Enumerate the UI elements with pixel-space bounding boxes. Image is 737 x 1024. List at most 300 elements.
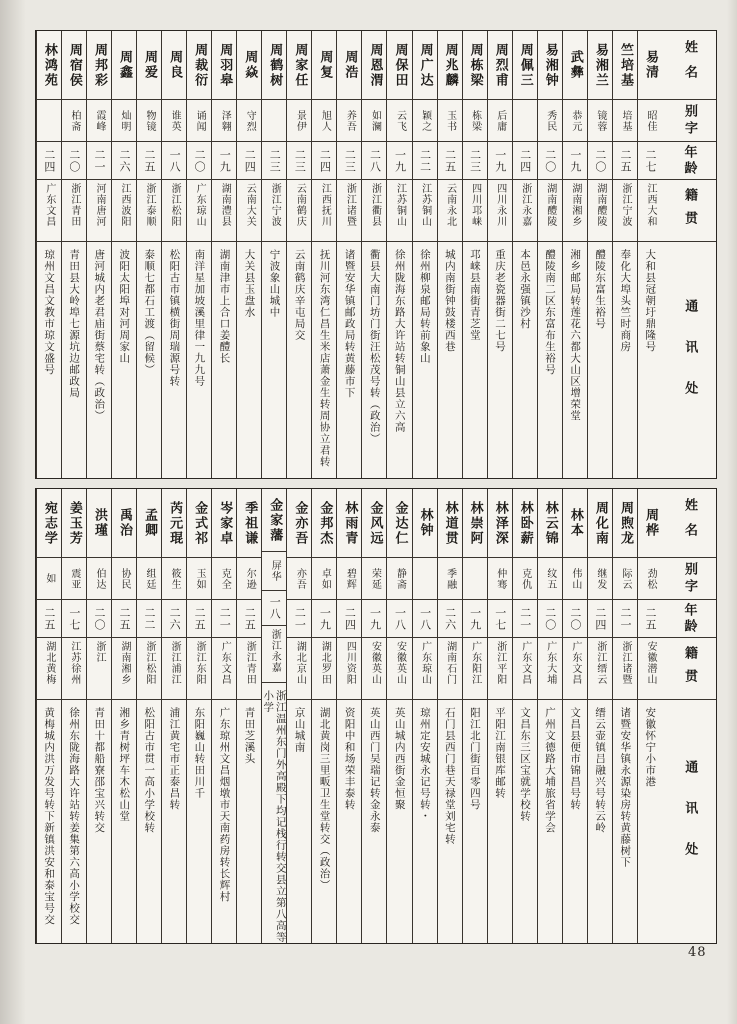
native-place-cell: 江西大和	[638, 179, 662, 241]
native-place-cell: 浙江宁波	[613, 179, 637, 241]
name-cell: 金风远	[362, 489, 386, 557]
native-place-cell: 湖北京山	[287, 637, 311, 699]
age-cell: 二三	[463, 141, 487, 179]
name-cell: 周鹤树	[262, 31, 286, 99]
native-place-cell: 湖北黄梅	[37, 637, 61, 699]
age-cell: 二一	[613, 599, 637, 637]
address-cell: 湖北黄岗三里畈卫生堂转交（政治）	[312, 699, 336, 943]
address-cell: 石门县西门巷天禄堂刘宅转	[438, 699, 462, 943]
native-place-cell: 浙江永嘉	[262, 625, 286, 682]
courtesy-name-cell: 如	[37, 557, 61, 599]
address-cell: 邛崃县南街青芝堂	[463, 241, 487, 478]
age-cell: 二〇	[62, 141, 86, 179]
person-column	[261, 31, 286, 478]
name-cell: 周栋梁	[463, 31, 487, 99]
native-place-cell: 广东文昌	[37, 179, 61, 241]
name-cell: 周保田	[387, 31, 411, 99]
courtesy-name-cell: 霞峰	[87, 99, 111, 141]
person-column	[562, 489, 587, 943]
person-column	[161, 489, 186, 943]
native-place-cell: 浙江诸暨	[613, 637, 637, 699]
address-cell: 缙云壶镇吕融兴号转云岭	[588, 699, 612, 943]
person-column	[136, 31, 161, 478]
header-column	[662, 31, 716, 478]
age-cell: 二六	[112, 141, 136, 179]
address-cell: 浙江温州东门外高殿下均记栈行转交县立第八高等小学	[262, 682, 286, 943]
address-cell: 资阳中和场荣丰泰转	[337, 699, 361, 943]
courtesy-name-cell: 诵闻	[187, 99, 211, 141]
age-cell: 一八	[262, 590, 286, 625]
person-column	[386, 489, 411, 943]
address-cell: 青田十都船寮邵宝兴转交	[87, 699, 111, 943]
name-cell: 金达仁	[387, 489, 411, 557]
age-cell: 二七	[638, 141, 662, 179]
address-cell: 黄梅城内洪万发号转下新镇洪安和泰宝号交	[37, 699, 61, 943]
courtesy-name-cell: 尔逊	[237, 557, 261, 599]
courtesy-name-cell: 灿明	[112, 99, 136, 141]
native-place-cell: 湖南石门	[438, 637, 462, 699]
native-place-cell: 广东琼山	[187, 179, 211, 241]
courtesy-name-cell: 玉如	[187, 557, 211, 599]
person-column	[462, 31, 487, 478]
courtesy-name-cell: 碧辉	[337, 557, 361, 599]
address-cell: 宁波象山城中	[262, 241, 286, 478]
person-column	[587, 31, 612, 478]
address-cell: 平阳江南银库邮转	[488, 699, 512, 943]
native-place-cell: 浙江衢县	[362, 179, 386, 241]
courtesy-name-cell: 物镜	[137, 99, 161, 141]
name-cell: 周烈甫	[488, 31, 512, 99]
courtesy-name-cell: 筱生	[162, 557, 186, 599]
age-cell: 二一	[87, 141, 111, 179]
name-cell: 林本	[563, 489, 587, 557]
courtesy-name-cell: 守烈	[237, 99, 261, 141]
person-column	[637, 489, 662, 943]
person-column	[286, 31, 311, 478]
person-column	[386, 31, 411, 478]
native-place-cell: 云南永北	[438, 179, 462, 241]
age-cell: 二四	[513, 141, 537, 179]
age-cell: 一九	[563, 141, 587, 179]
courtesy-name-cell	[413, 557, 437, 599]
native-place-cell: 浙江松阳	[137, 637, 161, 699]
age-cell: 二八	[362, 141, 386, 179]
age-cell: 二六	[162, 599, 186, 637]
native-place-cell: 浙江浦江	[162, 637, 186, 699]
person-column	[36, 489, 61, 943]
name-cell: 周浩	[337, 31, 361, 99]
person-column	[437, 489, 462, 943]
person-column	[161, 31, 186, 478]
person-column	[211, 31, 236, 478]
courtesy-name-cell: 仲骞	[488, 557, 512, 599]
native-place-cell: 浙江永嘉	[513, 179, 537, 241]
native-place-cell: 四川资阳	[337, 637, 361, 699]
courtesy-name-cell: 静斋	[387, 557, 411, 599]
person-column	[111, 489, 136, 943]
courtesy-name-cell: 协民	[112, 557, 136, 599]
person-column	[186, 489, 211, 943]
address-cell: 诸暨安华镇永源染房转黄藤树下	[613, 699, 637, 943]
name-cell: 周恩渭	[362, 31, 386, 99]
courtesy-name-cell: 伟山	[563, 557, 587, 599]
age-cell: 二三	[337, 141, 361, 179]
native-place-cell: 湖南湘乡	[563, 179, 587, 241]
name-cell: 林鸿苑	[37, 31, 61, 99]
address-cell: 大和县冠朝圩鼎隆号	[638, 241, 662, 478]
directory-table-bottom	[35, 488, 717, 944]
person-column	[612, 31, 637, 478]
native-place-cell: 云南大关	[237, 179, 261, 241]
address-cell: 广州文德路大埔旅省学会	[538, 699, 562, 943]
courtesy-name-cell: 伯达	[87, 557, 111, 599]
address-cell: 唐河城内老君庙街蔡宅转（政治）	[87, 241, 111, 478]
person-column	[336, 489, 361, 943]
column-header: 别字	[662, 99, 716, 141]
courtesy-name-cell	[37, 99, 61, 141]
address-cell: 城内南街钟鼓楼西巷	[438, 241, 462, 478]
name-cell: 周爱	[137, 31, 161, 99]
native-place-cell: 浙江青田	[237, 637, 261, 699]
person-column	[487, 489, 512, 943]
person-column	[637, 31, 662, 478]
native-place-cell: 江苏铜山	[387, 179, 411, 241]
age-cell: 一九	[463, 599, 487, 637]
name-cell: 周羽皋	[212, 31, 236, 99]
column-header: 别字	[662, 557, 716, 599]
age-cell: 二〇	[563, 599, 587, 637]
native-place-cell: 江苏铜山	[413, 179, 437, 241]
native-place-cell: 湖南湘乡	[112, 637, 136, 699]
name-cell: 易清	[638, 31, 662, 99]
name-cell: 周宿侯	[62, 31, 86, 99]
native-place-cell: 浙江诸暨	[337, 179, 361, 241]
courtesy-name-cell	[262, 99, 286, 141]
person-column	[512, 489, 537, 943]
name-cell: 芮元琨	[162, 489, 186, 557]
courtesy-name-cell: 恭元	[563, 99, 587, 141]
native-place-cell: 广东大埔	[538, 637, 562, 699]
person-column	[487, 31, 512, 478]
person-column	[86, 31, 111, 478]
age-cell: 二六	[438, 599, 462, 637]
native-place-cell: 四川永川	[488, 179, 512, 241]
native-place-cell: 云南鹤庆	[287, 179, 311, 241]
address-cell: 奉化大埠头竺时商房	[613, 241, 637, 478]
person-column	[311, 489, 336, 943]
native-place-cell: 河南唐河	[87, 179, 111, 241]
address-cell: 琼州文昌文教市琼文盛号	[37, 241, 61, 478]
native-place-cell: 湖南澧县	[212, 179, 236, 241]
native-place-cell: 浙江青田	[62, 179, 86, 241]
name-cell: 周焱	[237, 31, 261, 99]
person-column	[286, 489, 311, 943]
courtesy-name-cell: 玉书	[438, 99, 462, 141]
courtesy-name-cell: 旭人	[312, 99, 336, 141]
address-cell: 南洋星加坡溪里律一九九号	[187, 241, 211, 478]
person-column	[111, 31, 136, 478]
name-cell: 洪瑾	[87, 489, 111, 557]
name-cell: 周复	[312, 31, 336, 99]
native-place-cell: 湖南醴陵	[538, 179, 562, 241]
page-right-edge	[727, 0, 737, 1024]
address-cell: 徐州东陇海路大许站转姜集第六高小学校交	[62, 699, 86, 943]
age-cell: 二五	[638, 599, 662, 637]
age-cell: 一八	[387, 599, 411, 637]
age-cell: 二三	[262, 141, 286, 179]
person-column	[412, 31, 437, 478]
age-cell: 二二	[137, 599, 161, 637]
age-cell: 二〇	[187, 141, 211, 179]
name-cell: 周邦彩	[87, 31, 111, 99]
courtesy-name-cell: 组廷	[137, 557, 161, 599]
address-cell: 湖南津市上合口姜醴长	[212, 241, 236, 478]
header-column	[662, 489, 716, 943]
age-cell: 二四	[237, 141, 261, 179]
native-place-cell: 浙江松阳	[162, 179, 186, 241]
person-column	[361, 489, 386, 943]
name-cell: 武彝	[563, 31, 587, 99]
age-cell: 二〇	[87, 599, 111, 637]
native-place-cell: 湖南醴陵	[588, 179, 612, 241]
courtesy-name-cell: 后庸	[488, 99, 512, 141]
name-cell: 周化南	[588, 489, 612, 557]
courtesy-name-cell: 养吾	[337, 99, 361, 141]
age-cell: 一九	[387, 141, 411, 179]
address-cell: 浦江黄宅市正泰昌转	[162, 699, 186, 943]
native-place-cell: 广东琼山	[413, 637, 437, 699]
name-cell: 周裁衍	[187, 31, 211, 99]
courtesy-name-cell: 栋梁	[463, 99, 487, 141]
person-column	[537, 31, 562, 478]
age-cell: 一八	[162, 141, 186, 179]
person-column	[61, 31, 86, 478]
address-cell: 徐州陇海东路大许站转铜山县立六高	[387, 241, 411, 478]
address-cell: 大关县玉盘水	[237, 241, 261, 478]
age-cell: 一八	[413, 599, 437, 637]
address-cell: 湘乡邮局转莲花六都大山区增荣堂	[563, 241, 587, 478]
person-column	[562, 31, 587, 478]
age-cell: 二五	[237, 599, 261, 637]
directory-table-top	[35, 30, 717, 479]
name-cell: 周鑫	[112, 31, 136, 99]
name-cell: 宛志学	[37, 489, 61, 557]
native-place-cell: 广东文昌	[212, 637, 236, 699]
person-column	[211, 489, 236, 943]
native-place-cell: 浙江	[87, 637, 111, 699]
person-column	[186, 31, 211, 478]
name-cell: 周兆麟	[438, 31, 462, 99]
column-header: 通讯处	[662, 699, 716, 943]
native-place-cell: 湖北罗田	[312, 637, 336, 699]
name-cell: 易湘钟	[538, 31, 562, 99]
address-cell: 广东琼州文昌烟墩市天南药房转长辉村	[212, 699, 236, 943]
native-place-cell: 浙江泰顺	[137, 179, 161, 241]
age-cell: 二三	[287, 141, 311, 179]
native-place-cell: 浙江宁波	[262, 179, 286, 241]
courtesy-name-cell: 继发	[588, 557, 612, 599]
name-cell: 金亦吾	[287, 489, 311, 557]
name-cell: 金家藩	[262, 489, 286, 551]
person-column	[236, 31, 261, 478]
person-column	[36, 31, 61, 478]
address-cell: 安徽怀宁小市港	[638, 699, 662, 943]
person-column	[336, 31, 361, 478]
age-cell: 二〇	[588, 141, 612, 179]
column-header: 姓名	[662, 31, 716, 99]
person-column	[261, 489, 286, 943]
address-cell: 重庆老瓷器街二七号	[488, 241, 512, 478]
native-place-cell: 江苏徐州	[62, 637, 86, 699]
native-place-cell: 江西波阳	[112, 179, 136, 241]
address-cell: 英山西门吴瑞记转金永泰	[362, 699, 386, 943]
name-cell: 孟卿	[137, 489, 161, 557]
address-cell: 波阳太阳埠对河周家山	[112, 241, 136, 478]
address-cell: 东阳巍山转田川千	[187, 699, 211, 943]
courtesy-name-cell: 柏斋	[62, 99, 86, 141]
courtesy-name-cell: 培基	[613, 99, 637, 141]
age-cell: 一九	[212, 141, 236, 179]
courtesy-name-cell: 昭佳	[638, 99, 662, 141]
address-cell: 醴陵东富生裕号	[588, 241, 612, 478]
name-cell: 金式祁	[187, 489, 211, 557]
age-cell: 二四	[312, 141, 336, 179]
person-column	[512, 31, 537, 478]
courtesy-name-cell: 克全	[212, 557, 236, 599]
person-column	[136, 489, 161, 943]
courtesy-name-cell: 震亚	[62, 557, 86, 599]
courtesy-name-cell: 荣延	[362, 557, 386, 599]
address-cell: 文昌县便市锦昌号转	[563, 699, 587, 943]
age-cell: 二五	[187, 599, 211, 637]
courtesy-name-cell	[463, 557, 487, 599]
address-cell: 京山城南	[287, 699, 311, 943]
address-cell: 徐州柳泉邮局转前象山	[413, 241, 437, 478]
courtesy-name-cell: 颖之	[413, 99, 437, 141]
name-cell: 周广达	[413, 31, 437, 99]
age-cell: 一九	[362, 599, 386, 637]
column-header: 籍贯	[662, 637, 716, 699]
courtesy-name-cell: 泽翱	[212, 99, 236, 141]
person-column	[462, 489, 487, 943]
person-column	[361, 31, 386, 478]
person-column	[236, 489, 261, 943]
address-cell: 本邑永强镇沙村	[513, 241, 537, 478]
courtesy-name-cell: 景伊	[287, 99, 311, 141]
address-cell: 青田县大岭埠七源坑边邮政局	[62, 241, 86, 478]
column-header: 年龄	[662, 599, 716, 637]
page-number: 48	[688, 945, 707, 960]
name-cell: 林道贯	[438, 489, 462, 557]
native-place-cell: 江西抚川	[312, 179, 336, 241]
courtesy-name-cell: 亦吾	[287, 557, 311, 599]
native-place-cell: 安徽英山	[362, 637, 386, 699]
address-cell: 醴陵南二区东富布生裕号	[538, 241, 562, 478]
column-header: 姓名	[662, 489, 716, 557]
name-cell: 易湘兰	[588, 31, 612, 99]
native-place-cell: 安徽英山	[387, 637, 411, 699]
name-cell: 林泽深	[488, 489, 512, 557]
courtesy-name-cell: 季融	[438, 557, 462, 599]
name-cell: 竺培基	[613, 31, 637, 99]
name-cell: 周煦龙	[613, 489, 637, 557]
native-place-cell: 浙江平阳	[488, 637, 512, 699]
native-place-cell: 浙江缙云	[588, 637, 612, 699]
name-cell: 周良	[162, 31, 186, 99]
name-cell: 季祖谦	[237, 489, 261, 557]
courtesy-name-cell: 克仇	[513, 557, 537, 599]
name-cell: 周家任	[287, 31, 311, 99]
native-place-cell: 广东文昌	[563, 637, 587, 699]
page-binding-edge	[0, 0, 26, 1024]
native-place-cell: 浙江东阳	[187, 637, 211, 699]
column-header: 年龄	[662, 141, 716, 179]
address-cell: 衢县大南门坊门街汪松茂号转（政治）	[362, 241, 386, 478]
age-cell: 二四	[337, 599, 361, 637]
person-column	[437, 31, 462, 478]
age-cell: 二五	[37, 599, 61, 637]
age-cell: 二〇	[538, 141, 562, 179]
age-cell: 二一	[287, 599, 311, 637]
person-column	[612, 489, 637, 943]
age-cell: 一七	[62, 599, 86, 637]
age-cell: 二四	[588, 599, 612, 637]
age-cell: 二一	[212, 599, 236, 637]
person-column	[587, 489, 612, 943]
person-column	[311, 31, 336, 478]
address-cell: 泰顺七都石工渡（留候）	[137, 241, 161, 478]
age-cell: 二五	[112, 599, 136, 637]
age-cell: 一九	[488, 141, 512, 179]
courtesy-name-cell: 如澜	[362, 99, 386, 141]
person-column	[412, 489, 437, 943]
courtesy-name-cell: 秀民	[538, 99, 562, 141]
address-cell: 青田芝溪头	[237, 699, 261, 943]
address-cell: 抚川河东湾仁昌生米店萧金生转周协立君转	[312, 241, 336, 478]
name-cell: 岑家卓	[212, 489, 236, 557]
courtesy-name-cell: 纹五	[538, 557, 562, 599]
name-cell: 周桦	[638, 489, 662, 557]
name-cell: 林卧薪	[513, 489, 537, 557]
age-cell: 二二	[413, 141, 437, 179]
person-column	[537, 489, 562, 943]
courtesy-name-cell: 云飞	[387, 99, 411, 141]
name-cell: 林崇阿	[463, 489, 487, 557]
name-cell: 禹治	[112, 489, 136, 557]
address-cell: 英山城内西街金恒聚	[387, 699, 411, 943]
courtesy-name-cell: 际云	[613, 557, 637, 599]
courtesy-name-cell	[513, 99, 537, 141]
native-place-cell: 四川邛崃	[463, 179, 487, 241]
age-cell: 二五	[613, 141, 637, 179]
age-cell: 二五	[137, 141, 161, 179]
courtesy-name-cell: 卓如	[312, 557, 336, 599]
address-cell: 阳江北门街百零四号	[463, 699, 487, 943]
name-cell: 林云锦	[538, 489, 562, 557]
courtesy-name-cell: 劲松	[638, 557, 662, 599]
address-cell: 云南鹤庆辛屯局交	[287, 241, 311, 478]
courtesy-name-cell: 谁英	[162, 99, 186, 141]
age-cell: 二〇	[538, 599, 562, 637]
address-cell: 湘乡青树坪车木松山堂	[112, 699, 136, 943]
name-cell: 姜玉芳	[62, 489, 86, 557]
address-cell: 松阳古市贯一高小学校转	[137, 699, 161, 943]
age-cell: 二四	[37, 141, 61, 179]
age-cell: 一七	[488, 599, 512, 637]
column-header: 籍贯	[662, 179, 716, 241]
name-cell: 林钟	[413, 489, 437, 557]
courtesy-name-cell: 镜蓉	[588, 99, 612, 141]
